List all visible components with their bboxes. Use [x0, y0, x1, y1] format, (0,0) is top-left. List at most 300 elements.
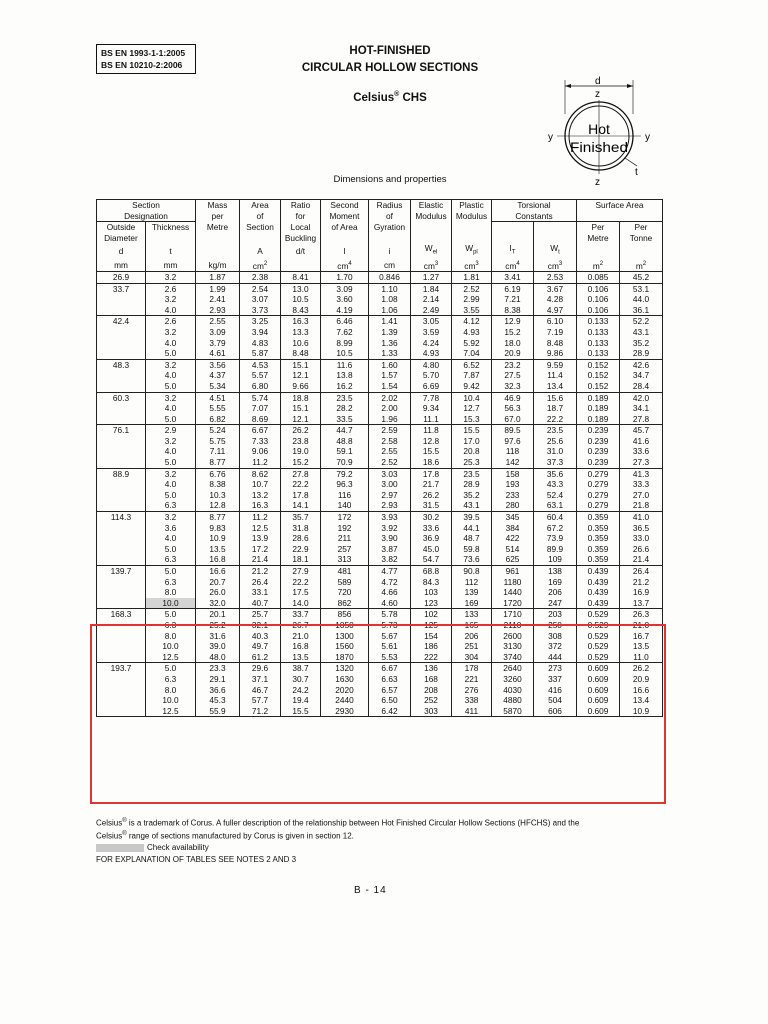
- table-cell: 10.6: [281, 338, 321, 349]
- table-cell: 5.87: [240, 348, 281, 359]
- table-cell: 10.5: [321, 348, 369, 359]
- header-metre: Metre: [577, 233, 620, 244]
- table-cell: [97, 446, 146, 457]
- symbol-i-t: $I_T$: [492, 243, 534, 258]
- table-cell: 60.4: [534, 512, 577, 523]
- diagram-text-hot: Hot: [588, 121, 610, 137]
- table-cell: 25.2: [196, 620, 240, 631]
- table-cell: 0.152: [577, 359, 620, 370]
- table-cell: 1.99: [196, 283, 240, 294]
- table-cell: 32.0: [196, 598, 240, 609]
- table-cell: 0.106: [577, 305, 620, 316]
- table-cell: 26.6: [620, 544, 663, 555]
- table-cell: [97, 598, 146, 609]
- table-cell: 169: [452, 598, 492, 609]
- unit-cm3-t: $cm^3$: [534, 259, 577, 272]
- table-cell: 23.3: [196, 663, 240, 674]
- table-cell: 16.8: [196, 554, 240, 565]
- table-row: [97, 348, 663, 359]
- table-cell: 12.5: [146, 706, 196, 717]
- table-cell: 55.9: [196, 706, 240, 717]
- table-cell: 0.609: [577, 663, 620, 674]
- table-cell: 1.84: [411, 283, 452, 294]
- table-cell: 504: [534, 695, 577, 706]
- table-cell: 4.0: [146, 370, 196, 381]
- table-cell: 0.359: [577, 533, 620, 544]
- header-tonne: Tonne: [620, 233, 663, 244]
- table-cell: 3.09: [321, 283, 369, 294]
- table-cell: 37.1: [240, 674, 281, 685]
- table-cell: 57.7: [240, 695, 281, 706]
- unit-cm4-t: $cm^4$: [492, 259, 534, 272]
- table-cell: 33.3: [620, 479, 663, 490]
- table-row: [97, 512, 663, 523]
- table-cell: 123: [411, 598, 452, 609]
- table-cell: 13.4: [620, 695, 663, 706]
- table-cell: 24.2: [281, 685, 321, 696]
- table-cell: 45.7: [620, 425, 663, 436]
- table-cell: 26.4: [240, 577, 281, 588]
- table-cell: 0.359: [577, 554, 620, 565]
- table-cell: 8.99: [321, 338, 369, 349]
- table-cell: 3.79: [196, 338, 240, 349]
- table-cell: 76.1: [97, 425, 146, 436]
- header-area-1: Area: [240, 200, 281, 211]
- table-cell: 247: [534, 598, 577, 609]
- header-plastic-1: Plastic: [452, 200, 492, 211]
- table-cell: 276: [452, 685, 492, 696]
- table-cell: 257: [321, 544, 369, 555]
- table-cell: 48.0: [196, 652, 240, 663]
- table-cell: 27.3: [620, 457, 663, 468]
- brand-suffix: CHS: [399, 91, 427, 104]
- table-cell: 178: [452, 663, 492, 674]
- table-cell: 2.6: [146, 316, 196, 327]
- table-cell: 31.6: [196, 631, 240, 642]
- header-ratio-2: for: [281, 211, 321, 222]
- table-cell: 8.77: [196, 512, 240, 523]
- table-cell: 63.1: [534, 500, 577, 511]
- table-cell: 118: [492, 446, 534, 457]
- table-cell: 16.8: [281, 641, 321, 652]
- table-cell: 4.0: [146, 338, 196, 349]
- table-cell: 1870: [321, 652, 369, 663]
- table-cell: 12.5: [240, 523, 281, 534]
- table-cell: 35.2: [452, 490, 492, 501]
- table-cell: 2.93: [369, 500, 411, 511]
- table-cell: 5.0: [146, 381, 196, 392]
- label-z-top: z: [595, 89, 600, 100]
- table-cell: 33.7: [281, 609, 321, 620]
- table-cell: 26.9: [97, 271, 146, 283]
- table-cell: 6.69: [411, 381, 452, 392]
- table-cell: 26.7: [281, 620, 321, 631]
- table-cell: 2600: [492, 631, 534, 642]
- table-cell: 589: [321, 577, 369, 588]
- table-cell: 43.1: [452, 500, 492, 511]
- table-cell: 26.3: [620, 609, 663, 620]
- table-cell: 1.54: [369, 381, 411, 392]
- table-cell: 5.92: [452, 338, 492, 349]
- table-row: [97, 457, 663, 468]
- table-row: [97, 392, 663, 403]
- table-cell: 21.2: [620, 577, 663, 588]
- table-cell: 3130: [492, 641, 534, 652]
- table-cell: 5.0: [146, 490, 196, 501]
- table-cell: 158: [492, 468, 534, 479]
- table-cell: 4.93: [452, 327, 492, 338]
- table-cell: 39.0: [196, 641, 240, 652]
- table-cell: 139: [452, 587, 492, 598]
- table-cell: 12.8: [196, 500, 240, 511]
- brand-name: Celsius: [353, 91, 395, 104]
- table-cell: 3.2: [146, 271, 196, 283]
- table-cell: 16.6: [196, 566, 240, 577]
- unit-m2-metre: $m^2$: [577, 259, 620, 272]
- table-cell: 96.3: [321, 479, 369, 490]
- table-cell: 2.41: [196, 294, 240, 305]
- table-cell: 7.33: [240, 436, 281, 447]
- table-cell: 1180: [492, 577, 534, 588]
- table-cell: 6.80: [240, 381, 281, 392]
- table-cell: 3.87: [369, 544, 411, 555]
- unit-mm-d: mm: [97, 259, 146, 272]
- unit-cm2: $cm^2$: [240, 259, 281, 272]
- table-cell: 0.609: [577, 674, 620, 685]
- table-cell: 112: [452, 577, 492, 588]
- table-cell: 11.6: [321, 359, 369, 370]
- table-cell: 21.4: [620, 554, 663, 565]
- table-cell: 3.60: [321, 294, 369, 305]
- table-cell: [97, 587, 146, 598]
- table-cell: 3.55: [452, 305, 492, 316]
- table-cell: [97, 403, 146, 414]
- table-cell: 41.0: [620, 512, 663, 523]
- table-cell: 6.3: [146, 500, 196, 511]
- table-cell: 31.5: [411, 500, 452, 511]
- table-cell: 45.0: [411, 544, 452, 555]
- table-cell: 0.439: [577, 566, 620, 577]
- table-cell: 21.7: [411, 479, 452, 490]
- table-cell: 6.19: [492, 283, 534, 294]
- table-cell: 1.87: [196, 271, 240, 283]
- table-row: [97, 370, 663, 381]
- table-cell: 211: [321, 533, 369, 544]
- table-cell: 5.0: [146, 348, 196, 359]
- table-cell: 133: [452, 609, 492, 620]
- table-cell: 1300: [321, 631, 369, 642]
- table-cell: 0.106: [577, 294, 620, 305]
- table-cell: 36.1: [620, 305, 663, 316]
- unit-m2-tonne: $m^2$: [620, 259, 663, 272]
- table-cell: 49.7: [240, 641, 281, 652]
- table-cell: 165: [452, 620, 492, 631]
- table-cell: 59.1: [321, 446, 369, 457]
- table-cell: 8.48: [281, 348, 321, 359]
- table-cell: 3.41: [492, 271, 534, 283]
- table-cell: 26.0: [196, 587, 240, 598]
- table-cell: 2.53: [534, 271, 577, 283]
- table-cell: 0.189: [577, 414, 620, 425]
- header-diameter: Diameter: [97, 233, 146, 244]
- table-cell: 26.2: [411, 490, 452, 501]
- table-cell: 7.87: [452, 370, 492, 381]
- table-cell: 20.1: [196, 609, 240, 620]
- table-cell: 89.9: [534, 544, 577, 555]
- label-t: t: [635, 167, 638, 178]
- header-mass-3: Metre: [196, 222, 240, 233]
- table-cell: 0.359: [577, 512, 620, 523]
- table-cell: 4.83: [240, 338, 281, 349]
- header-radius-2: of: [369, 211, 411, 222]
- table-cell: 313: [321, 554, 369, 565]
- table-cell: 222: [411, 652, 452, 663]
- table-row: [97, 598, 663, 609]
- table-cell: 79.2: [321, 468, 369, 479]
- table-cell: 193: [492, 479, 534, 490]
- table-cell: 2440: [321, 695, 369, 706]
- table-cell: 6.46: [321, 316, 369, 327]
- table-cell: 1630: [321, 674, 369, 685]
- table-cell: [97, 348, 146, 359]
- table-cell: 5.0: [146, 544, 196, 555]
- table-cell: 1050: [321, 620, 369, 631]
- label-d: d: [595, 76, 601, 87]
- table-cell: 3.2: [146, 392, 196, 403]
- header-outside: Outside: [97, 222, 146, 233]
- table-cell: 35.2: [620, 338, 663, 349]
- table-cell: 7.11: [196, 446, 240, 457]
- table-cell: 411: [452, 706, 492, 717]
- table-cell: 28.9: [452, 479, 492, 490]
- table-cell: 2.93: [196, 305, 240, 316]
- table-cell: 19.4: [281, 695, 321, 706]
- table-cell: 193.7: [97, 663, 146, 674]
- table-cell: 3740: [492, 652, 534, 663]
- table-cell: 10.0: [146, 695, 196, 706]
- table-cell: 41.3: [620, 468, 663, 479]
- table-caption: Dimensions and properties: [333, 174, 447, 185]
- table-cell: 303: [411, 706, 452, 717]
- table-cell: 862: [321, 598, 369, 609]
- table-cell: 5.61: [369, 641, 411, 652]
- table-cell: 0.359: [577, 523, 620, 534]
- table-cell: 0.239: [577, 446, 620, 457]
- table-cell: 20.7: [196, 577, 240, 588]
- table-cell: 61.2: [240, 652, 281, 663]
- symbol-d: d: [97, 243, 146, 258]
- table-cell: 102: [411, 609, 452, 620]
- table-cell: 8.38: [196, 479, 240, 490]
- standard-1: BS EN 1993-1-1:2005: [101, 48, 186, 58]
- table-cell: 372: [534, 641, 577, 652]
- table-cell: 13.0: [281, 283, 321, 294]
- table-cell: 0.529: [577, 620, 620, 631]
- table-cell: 10.4: [452, 392, 492, 403]
- table-cell: 4.24: [411, 338, 452, 349]
- table-cell: 31.0: [534, 446, 577, 457]
- registered-mark: ®: [394, 91, 400, 98]
- table-cell: 25.7: [240, 609, 281, 620]
- table-cell: 3.82: [369, 554, 411, 565]
- symbol-i-radius: i: [369, 243, 411, 258]
- table-cell: 2640: [492, 663, 534, 674]
- table-cell: 6.67: [369, 663, 411, 674]
- table-cell: 109: [534, 554, 577, 565]
- table-cell: 8.62: [240, 468, 281, 479]
- table-cell: 4.0: [146, 479, 196, 490]
- table-cell: 44.7: [321, 425, 369, 436]
- table-cell: [97, 457, 146, 468]
- table-cell: 142: [492, 457, 534, 468]
- header-elastic-2: Modulus: [411, 211, 452, 222]
- table-cell: 416: [534, 685, 577, 696]
- table-cell: 0.106: [577, 283, 620, 294]
- table-cell: 34.7: [620, 370, 663, 381]
- table-cell: 3.2: [146, 294, 196, 305]
- table-cell: 1.60: [369, 359, 411, 370]
- table-row: [97, 468, 663, 479]
- table-cell: 1.27: [411, 271, 452, 283]
- table-cell: 13.3: [281, 327, 321, 338]
- table-cell: 13.4: [534, 381, 577, 392]
- table-cell: [97, 544, 146, 555]
- table-cell: 10.3: [196, 490, 240, 501]
- table-cell: 169: [534, 577, 577, 588]
- table-cell: 7.04: [452, 348, 492, 359]
- table-cell: 22.9: [281, 544, 321, 555]
- table-cell: 103: [411, 587, 452, 598]
- table-cell: 0.085: [577, 271, 620, 283]
- table-cell: 10.9: [620, 706, 663, 717]
- table-cell: 0.846: [369, 271, 411, 283]
- table-cell: 0.279: [577, 468, 620, 479]
- table-cell: 28.9: [620, 348, 663, 359]
- table-cell: 97.6: [492, 436, 534, 447]
- table-cell: 4.60: [369, 598, 411, 609]
- table-cell: 4.19: [321, 305, 369, 316]
- table-cell: 0.189: [577, 392, 620, 403]
- table-cell: 16.6: [620, 685, 663, 696]
- table-cell: 0.133: [577, 327, 620, 338]
- table-cell: 33.7: [97, 283, 146, 294]
- page-number: B - 14: [354, 885, 387, 896]
- table-cell: 5.24: [196, 425, 240, 436]
- table-cell: 20.9: [620, 674, 663, 685]
- table-cell: 0.439: [577, 577, 620, 588]
- header-mass-2: per: [196, 211, 240, 222]
- table-cell: 11.2: [240, 457, 281, 468]
- table-cell: 337: [534, 674, 577, 685]
- table-cell: 6.57: [369, 685, 411, 696]
- table-cell: 7.07: [240, 403, 281, 414]
- table-cell: 0.189: [577, 403, 620, 414]
- table-cell: 33.1: [240, 587, 281, 598]
- table-cell: 12.1: [281, 414, 321, 425]
- title-line-1: HOT-FINISHED: [349, 45, 431, 57]
- table-cell: [97, 490, 146, 501]
- table-cell: 4.61: [196, 348, 240, 359]
- table-cell: 16.3: [240, 500, 281, 511]
- arrow-left-icon: [565, 84, 571, 88]
- table-cell: 0.529: [577, 631, 620, 642]
- table-cell: 9.34: [411, 403, 452, 414]
- header-torsional-2: Constants: [492, 211, 577, 222]
- table-cell: 6.63: [369, 674, 411, 685]
- unit-cm4: $cm^4$: [321, 259, 369, 272]
- table-cell: 21.4: [240, 554, 281, 565]
- table-cell: [97, 533, 146, 544]
- table-cell: 17.8: [411, 468, 452, 479]
- table-cell: 251: [452, 641, 492, 652]
- table-cell: 10.0: [146, 641, 196, 652]
- table-cell: 1.81: [452, 271, 492, 283]
- table-cell: 3.6: [146, 523, 196, 534]
- header-ratio-3: Local: [281, 222, 321, 233]
- header-smom-1: Second: [321, 200, 369, 211]
- table-cell: 0.529: [577, 641, 620, 652]
- table-cell: 15.1: [281, 403, 321, 414]
- table-cell: 154: [411, 631, 452, 642]
- table-cell: 38.7: [281, 663, 321, 674]
- table-cell: 9.42: [452, 381, 492, 392]
- table-cell: 18.1: [281, 554, 321, 565]
- table-cell: 16.7: [620, 631, 663, 642]
- table-cell: 44.1: [452, 523, 492, 534]
- unit-kgm: kg/m: [196, 259, 240, 272]
- table-cell: 3.2: [146, 468, 196, 479]
- unit-cm: cm: [369, 259, 411, 272]
- table-cell: 3.94: [240, 327, 281, 338]
- table-cell: 3260: [492, 674, 534, 685]
- table-cell: 23.8: [281, 436, 321, 447]
- table-cell: 36.6: [196, 685, 240, 696]
- table-cell: 16.3: [281, 316, 321, 327]
- table-cell: 140: [321, 500, 369, 511]
- label-y-right: y: [645, 132, 650, 143]
- table-cell: 12.1: [281, 370, 321, 381]
- table-cell: 384: [492, 523, 534, 534]
- table-cell: 3.93: [369, 512, 411, 523]
- table-row: [97, 446, 663, 457]
- table-cell: 5.75: [196, 436, 240, 447]
- table-cell: 17.2: [240, 544, 281, 555]
- table-cell: 5.0: [146, 663, 196, 674]
- table-cell: 1.36: [369, 338, 411, 349]
- table-cell: 6.52: [452, 359, 492, 370]
- table-cell: 606: [534, 706, 577, 717]
- table-cell: 13.9: [240, 533, 281, 544]
- table-cell: 15.3: [452, 414, 492, 425]
- table-cell: 31.8: [281, 523, 321, 534]
- table-cell: 3.07: [240, 294, 281, 305]
- table-row: [97, 479, 663, 490]
- table-row: [97, 500, 663, 511]
- table-cell: 168.3: [97, 609, 146, 620]
- table-cell: 0.239: [577, 436, 620, 447]
- table-cell: 16.9: [620, 587, 663, 598]
- table-cell: 345: [492, 512, 534, 523]
- unit-cm3-el: $cm^3$: [411, 259, 452, 272]
- table-cell: 30.7: [281, 674, 321, 685]
- table-cell: 5.67: [369, 631, 411, 642]
- table-cell: 18.8: [281, 392, 321, 403]
- product-name: [270, 91, 510, 104]
- table-cell: 8.38: [492, 305, 534, 316]
- table-cell: 15.2: [492, 327, 534, 338]
- table-cell: 6.3: [146, 620, 196, 631]
- table-cell: 44.0: [620, 294, 663, 305]
